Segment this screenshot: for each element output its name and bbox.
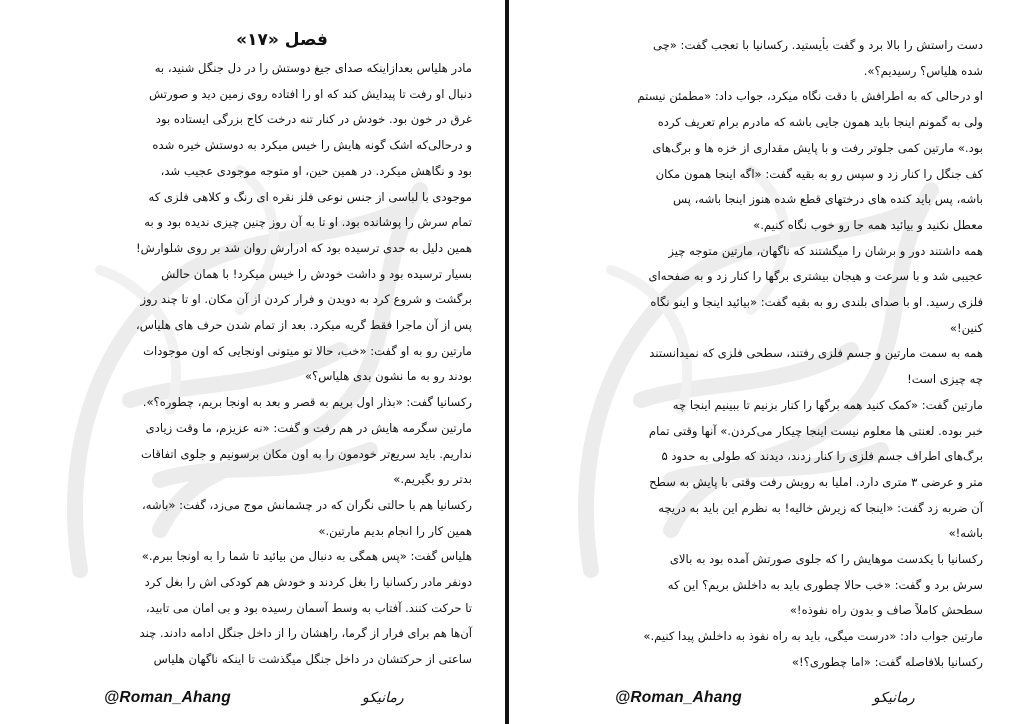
brand-logo: رمانیکو [362, 690, 404, 706]
left-page-body: مادر هلیاس بعدازاینکه صدای جیغ دوستش را در دل جنگل شنید، به دنبال او رفت تا پیدایش کند که او را افتاده روی زمین دید و صورتش غرق در خون بود. خودش در کنار تنه درخت کاج بزرگی ایستاده بود و درحالی‌که اشک گونه هایش را خیس میکرد به دوستش خیره شده بود و نگاهش میکرد. در همین حین، او متوجه موجودی عجیب شد، موجودی با لباسی از جنس نوعی فلز نقره ای رنگ و کلاهی فلزی که تمام سرش را پوشانده بود. او تا به آن روز چنین چیزی ندیده بود و به همین دلیل به حدی ترسیده بود که ادرارش روان شد بر روی شلوارش! بسیار ترسیده بود و داشت خودش را خیس میکرد! با همان حالش برگشت و شروع کرد به دویدن و فرار کردن از آن مکان. او تا چند روز پس از آن ماجرا فقط گریه میکرد. بعد از تمام شدن حرف های هلیاس، مارتین رو به او گفت: «خب، حالا تو میتونی اونجایی که اون موجودات بودند رو به ما نشون بدی هلیاس؟» رکسانیا گفت: «بذار اول بریم به قصر و بعد به اونجا بریم، چطوره؟». مارتین سگرمه هایش در هم رفت و گفت: «نه عزیزم، ما وقت زیادی نداریم. باید سریع‌تر خودمون را به اون مکان برسونیم و جلوی اتفاقات بدتر رو بگیریم.» رکسانیا هم با حالتی نگران که در چشمانش موج می‌زد، گفت: «باشه، همین کار را انجام بدیم مارتین.» هلیاس گفت: «پس همگی به دنبال من بیائید تا شما را به اونجا ببرم.» دونفر مادر رکسانیا را بغل کردند و خودش هم کودکی اش را بغل کرد تا حرکت کنند. آفتاب به وسط آسمان رسیده بود و بی امان می تابید، آن‌ها هم برای فرار از گرما، راهشان را از داخل جنگل ادامه دادند. چند ساعتی از حرکتشان در داخل جنگل میگذشت تا اینکه ناگهان هلیاس [136, 61, 472, 667]
brand-logo: رمانیکو [873, 690, 915, 706]
channel-handle: @Roman_Ahang [104, 689, 231, 706]
page-divider [505, 0, 509, 724]
left-page-footer [0, 684, 505, 714]
left-page [0, 0, 505, 724]
right-page-footer [511, 684, 1016, 714]
right-page [511, 0, 1016, 724]
channel-handle: @Roman_Ahang [615, 689, 742, 706]
right-page-body: دست راستش را بالا برد و گفت بأیستید. رکسانیا با تعجب گفت: «چی شده هلیاس؟ رسیدیم؟». او درحالی که به اطرافش با دقت نگاه میکرد، جواب داد: «مطمئن نیستم ولی به گمونم اینجا باید همون جایی باشه که مادرم برام تعریف کرده بود.» مارتین کمی جلوتر رفت و با پایش مقداری از خزه ها و برگ‌های کف جنگل را کنار زد و سپس رو به بقیه گفت: «اگه اینجا همون مکان باشه، پس باید کنده های درختهای قطع شده هنوز اینجا باشه، پس معطل نکنید و بیائید همه جا رو خوب نگاه کنیم.» همه داشتند دور و برشان را میگشتند که ناگهان، مارتین متوجه چیز عجیبی شد و با سرعت و هیجان بیشتری برگها را کنار زد و به صفحه‌ای فلزی رسید. او با صدای بلندی رو به بقیه گفت: «بیائید اینجا و اینو نگاه کنین!» همه به سمت مارتین و جسم فلزی رفتند، سطحی فلزی که نمیدانستند چه چیزی است! مارتین گفت: «کمک کنید همه برگها را کنار بزنیم تا ببینیم اینجا چه خبر بوده. لعنتی ها معلوم نیست اینجا چیکار می‌کردن.» آنها وقتی تمام برگ‌های اطراف جسم فلزی را کنار زدند، دیدند که طولی به حدود ۵ متر و عرضی ۳ متری دارد. املیا به رویش رفت وقتی با پایش به سطح آن ضربه زد گفت: «اینجا که زیرش خالیه! به نظرم این باید به دریچه باشه!» رکسانیا با یکدست موهایش را که جلوی صورتش آمده بود به بالای سرش برد و گفت: «خب حالا چطوری باید به داخلش بریم؟ این که سطحش کاملاً صاف و بدون راه نفوذه!» مارتین جواب داد: «درست میگی، باید به راه نفوذ به داخلش پیدا کنیم.» رکسانیا بلافاصله گفت: «اما چطوری؟!» [637, 38, 983, 669]
chapter-title: فصل «۱۷» [236, 30, 328, 50]
